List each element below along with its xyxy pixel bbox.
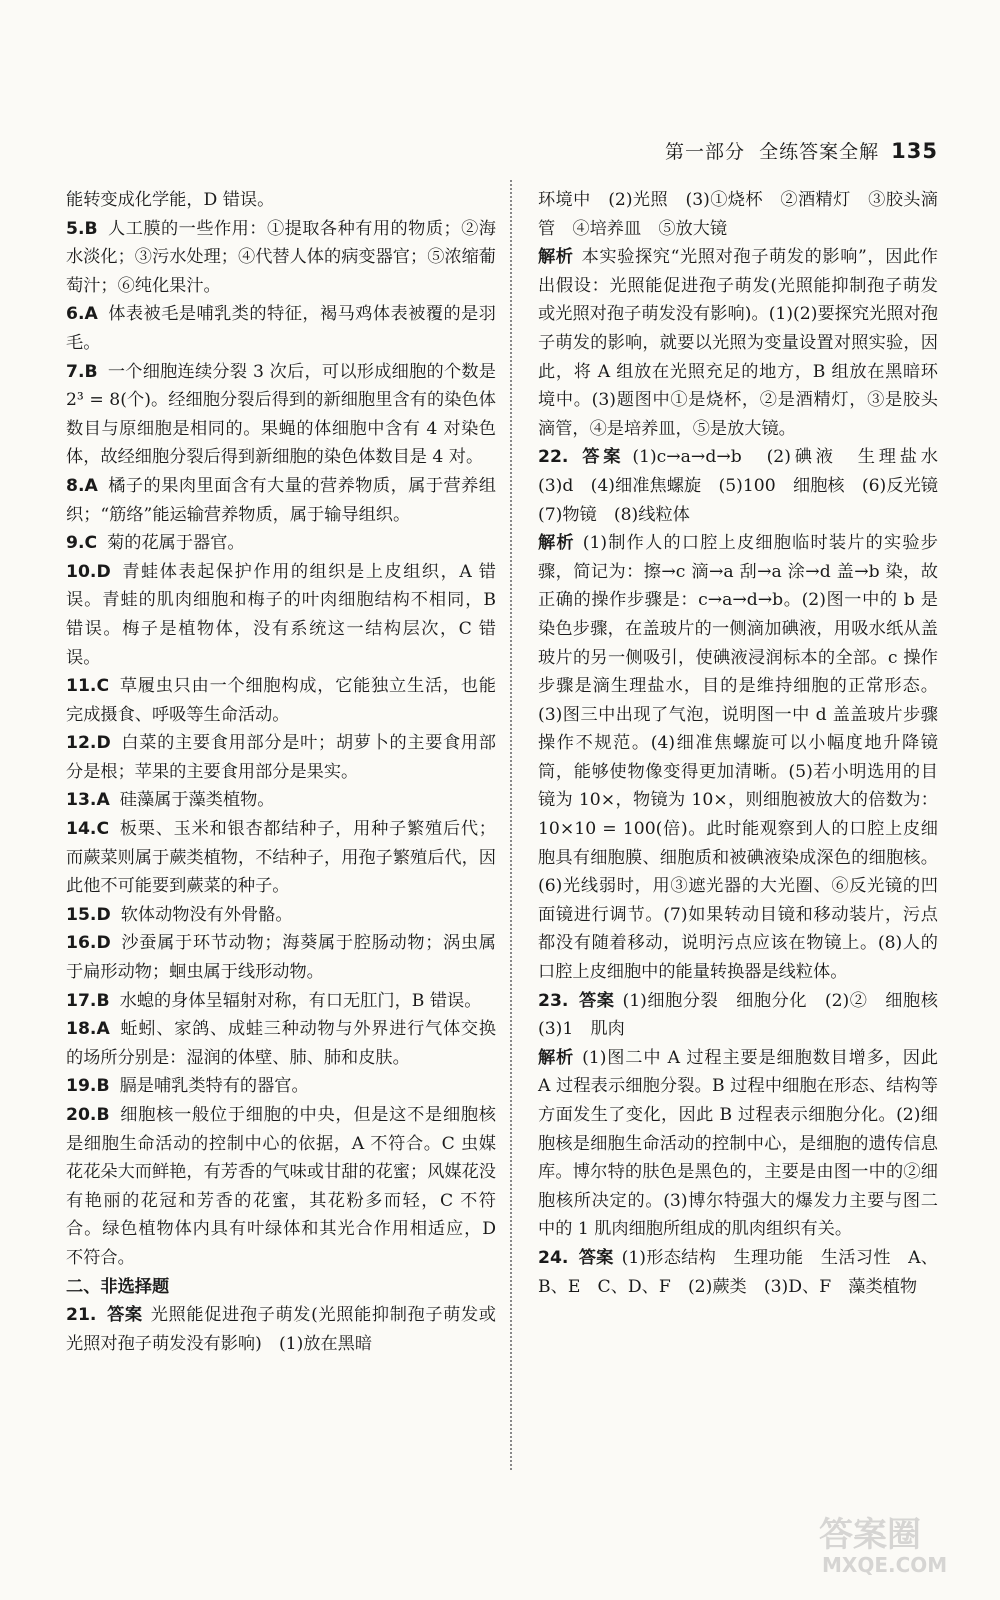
answer-text: 本实验探究“光照对孢子萌发的影响”，因此作出假设：光照能促进孢子萌发(光照能抑制孢子萌发或光照对孢子萌发没有影响)。(1)(2)要探究光照对孢子萌发的影响，就要以光照为变量设置对照实验，因此，将 A 组放在光照充足的地方，B 组放在黑暗环境中。(3)题图中①是烧杯，②是酒精灯，③是胶头滴管，④是培养皿，⑤是放大镜。 (538, 247, 938, 439)
answer-item (538, 443, 956, 529)
answer-text: (1)细胞分裂 细胞分化 (2)② 细胞核 (3)1 肌肉 (538, 990, 956, 1040)
answer-text: 能转变成化学能，D 错误。 (66, 190, 275, 210)
answer-item (66, 815, 496, 901)
answer-item (66, 358, 496, 472)
answer-text: 沙蚕属于环节动物；海葵属于腔肠动物；涡虫属于扁形动物；蛔虫属于线形动物。 (66, 933, 496, 983)
answer-item (66, 987, 496, 1016)
answer-item (66, 729, 496, 786)
question-number: 16.D (66, 933, 111, 954)
question-number: 20.B (66, 1105, 110, 1125)
answer-item (538, 186, 938, 243)
question-number: 12.D (66, 733, 111, 754)
answer-item (66, 1301, 496, 1358)
answer-text: 软体动物没有外骨骼。 (120, 904, 293, 925)
answer-label: 答案 (578, 447, 625, 468)
answer-text: (1)c→a→d→b (2)碘液 生理盐水 (3)d (4)细准焦螺旋 (5)100 细胞核 (6)反光镜 (7)物镜 (8)线粒体 (538, 447, 956, 525)
answer-text: 青蛙体表起保护作用的组织是上皮组织，A 错误。青蛙的肌肉细胞和梅子的叶肉细胞结构不相同，B 错误。梅子是植物体，没有系统这一结构层次，C 错误。 (66, 561, 496, 668)
answer-text: 一个细胞连续分裂 3 次后，可以形成细胞的个数是 2³ = 8(个)。经细胞分裂后得到的新细胞里含有的染色体数目与原细胞是相同的。果蝇的体细胞中含有 4 对染色体，故经细胞分裂后得到新细胞的染色体数目是 4 对。 (66, 361, 496, 468)
answer-item (66, 1273, 496, 1302)
answer-item (66, 186, 496, 215)
answer-text: 菊的花属于器官。 (107, 533, 245, 554)
answer-label: 答案 (578, 1247, 614, 1268)
answer-label: 解析 (538, 1047, 575, 1068)
answer-item (66, 672, 496, 729)
answer-item (66, 215, 496, 301)
answer-item (538, 1044, 938, 1244)
question-number: 23. (538, 990, 569, 1011)
answer-text: 硅藻属于藻类植物。 (119, 790, 275, 811)
answer-item (66, 472, 496, 529)
answer-text: 白菜的主要食用部分是叶；胡萝卜的主要食用部分是根；苹果的主要食用部分是果实。 (66, 733, 496, 782)
header-part: 第一部分 (665, 141, 746, 163)
question-number: 22. (538, 447, 569, 468)
answer-label: 答案 (578, 990, 615, 1011)
question-number: 13.A (66, 790, 110, 811)
left-column (66, 186, 496, 1358)
question-number: 17.B (66, 990, 110, 1011)
question-number: 19.B (66, 1076, 110, 1097)
question-number: 7.B (66, 361, 98, 382)
answer-item (538, 1244, 938, 1301)
question-number: 8.A (66, 475, 98, 496)
question-number: 10.D (66, 561, 111, 582)
answer-item (538, 987, 956, 1044)
answer-item (66, 1101, 496, 1273)
question-number: 14.C (66, 819, 110, 840)
answer-item (538, 243, 938, 443)
page-header (665, 137, 938, 164)
svg-text:MXQE.COM: MXQE.COM (822, 1553, 948, 1577)
answer-item (66, 929, 496, 986)
answer-text: (1)形态结构 生理功能 生活习性 A、B、E C、D、F (2)蕨类 (3)D、F 藻类植物 (538, 1247, 938, 1297)
answer-item (66, 529, 496, 558)
answer-label: 答案 (106, 1305, 143, 1326)
question-number: 6.A (66, 304, 98, 325)
question-number: 9.C (66, 533, 98, 554)
answer-text: 环境中 (2)光照 (3)①烧杯 ②酒精灯 ③胶头滴管 ④培养皿 ⑤放大镜 (538, 190, 938, 239)
answer-text: (1)制作人的口腔上皮细胞临时装片的实验步骤，简记为：擦→c 滴→a 刮→a 涂→d 盖→b 染，故正确的操作步骤是：c→a→d→b。(2)图一中的 b 是染色步骤，在盖玻片的一侧滴加碘液，用吸水纸从盖玻片的另一侧吸引，使碘液浸润标本的全部。c 操作步骤是滴生理盐水，目的是维持细胞的正常形态。(3)图三中出现了气泡，说明图一中 d 盖盖玻片步骤操作不规范。(4)细准焦螺旋可以小幅度地升降镜筒，能够使物像变得更加清晰。(5)若小明选用的目镜为 10×，物镜为 10×，则细胞被放大的倍数为：10×10 = 100(倍)。此时能观察到人的口腔上皮细胞具有细胞膜、细胞质和被碘液染成深色的细胞核。(6)光线弱时，用③遮光器的大光圈、⑥反光镜的凹面镜进行调节。(7)如果转动目镜和移动装片，污点都没有随着移动，说明污点应该在物镜上。(8)人的口腔上皮细胞中的能量转换器是线粒体。 (538, 533, 938, 983)
answer-item (66, 786, 496, 815)
answer-text: 草履虫只由一个细胞构成，它能独立生活，也能完成摄食、呼吸等生命活动。 (66, 676, 496, 725)
answer-text: 板栗、玉米和银杏都结种子，用种子繁殖后代；而蕨菜则属于蕨类植物，不结种子，用孢子繁殖后代，因此他不可能要到蕨菜的种子。 (66, 819, 496, 897)
answer-label: 解析 (538, 533, 575, 554)
answer-text: 膈是哺乳类特有的器官。 (119, 1076, 309, 1097)
section-heading: 二、非选择题 (66, 1276, 170, 1297)
answer-item (66, 1072, 496, 1101)
svg-text:答案圈: 答案圈 (819, 1515, 921, 1555)
answer-item (66, 1015, 496, 1072)
page-number: 135 (891, 139, 938, 163)
question-number: 21. (66, 1305, 97, 1326)
question-number: 5.B (66, 218, 98, 239)
answer-text: 橘子的果肉里面含有大量的营养物质，属于营养组织；“筋络”能运输营养物质，属于输导组织。 (66, 475, 496, 525)
answer-text: (1)图二中 A 过程主要是细胞数目增多，因此 A 过程表示细胞分裂。B 过程中细胞在形态、结构等方面发生了变化，因此 B 过程表示细胞分化。(2)细胞核是细胞生命活动的控制中心，是细胞的遗传信息库。博尔特的肤色是黑色的，主要是由图一中的②细胞核所决定的。(3)博尔特强大的爆发力主要与图二中的 1 肌肉细胞所组成的肌肉组织有关。 (538, 1047, 938, 1240)
answer-item (66, 901, 496, 930)
watermark-logo (814, 1508, 984, 1578)
answer-text: 蚯蚓、家鸽、成蛙三种动物与外界进行气体交换的场所分别是：湿润的体壁、肺、肺和皮肤。 (66, 1019, 496, 1068)
right-column (538, 186, 956, 1301)
answer-item (538, 529, 938, 987)
question-number: 11.C (66, 676, 110, 697)
answer-text: 光照能促进孢子萌发(光照能抑制孢子萌发或光照对孢子萌发没有影响) (1)放在黑暗 (66, 1305, 496, 1354)
question-number: 15.D (66, 904, 111, 925)
question-number: 18.A (66, 1019, 110, 1040)
answer-text: 水螅的身体呈辐射对称，有口无肛门，B 错误。 (119, 990, 482, 1011)
answer-text: 人工膜的一些作用：①提取各种有用的物质；②海水淡化；③污水处理；④代替人体的病变器官；⑤浓缩葡萄汁；⑥纯化果汁。 (66, 218, 496, 296)
header-section: 全练答案全解 (759, 141, 880, 163)
answer-item (66, 300, 496, 357)
column-divider (510, 180, 512, 1470)
answer-item (66, 558, 496, 672)
answer-label: 解析 (538, 247, 574, 268)
answer-text: 体表被毛是哺乳类的特征，褐马鸡体表被覆的是羽毛。 (66, 304, 496, 353)
question-number: 24. (538, 1247, 569, 1268)
answer-text: 细胞核一般位于细胞的中央，但是这不是细胞核是细胞生命活动的控制中心的依据，A 不符合。C 虫媒花花朵大而鲜艳，有芳香的气味或甘甜的花蜜；风媒花没有艳丽的花冠和芳香的花蜜，其花粉多而轻，C 不符合。绿色植物体内具有叶绿体和其光合作用相适应，D 不符合。 (66, 1105, 496, 1268)
